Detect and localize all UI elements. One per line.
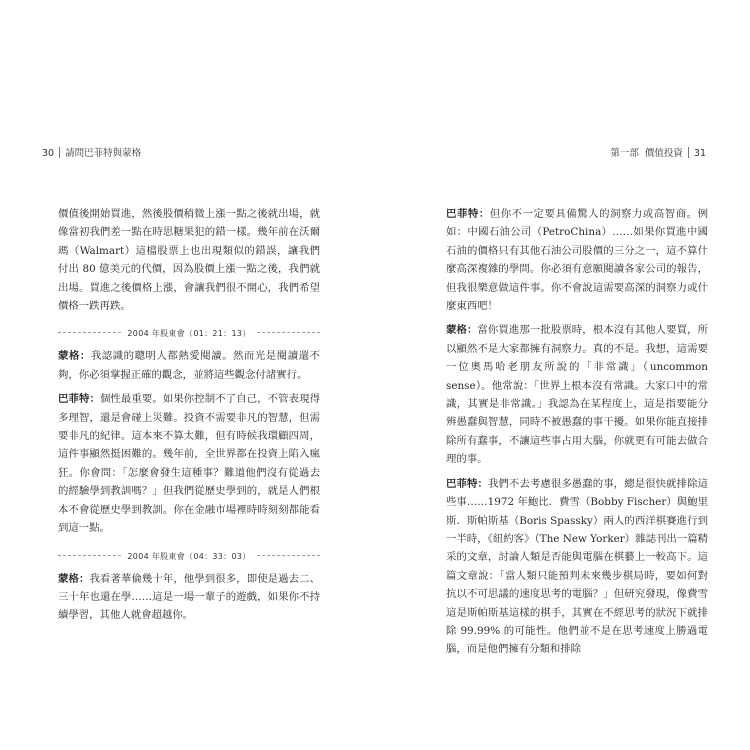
left-page-body <box>58 205 320 625</box>
right-page <box>375 0 750 750</box>
speaker-label: 巴菲特： <box>446 208 490 220</box>
section-heading-label: 2004 年股東會（04：33：03） <box>121 552 256 561</box>
left-running-header <box>42 145 141 159</box>
part-title: 價值投資 <box>644 148 683 159</box>
left-running-title: 請問巴菲特與蒙格 <box>65 148 142 159</box>
quote-text: 個性最重要。如果你控制不了自己，不管表現得多理智，還是會碰上災難。投資不需要非凡的智慧，但需要非凡的紀律。這本來不算太難，但有時候我環顧四周，這件事顯然挺困難的。幾年前，全世界都在投資上陷入瘋狂。你會問：「怎麼會發生這種事？難道他們沒有從過去的經驗學到教訓嗎？」但我們從歷史學到的，就是人們根本不會從歷史學到教訓。你在金融市場裡時時刻刻都能看到這一點。 <box>58 393 321 535</box>
quote-paragraph <box>446 205 708 315</box>
quote-text: 我看著華倫幾十年，他學到很多，即使是過去二、三十年也還在學……這是一場一輩子的遊戲，如果你不持續學習，其他人就會超越你。 <box>58 572 320 622</box>
quote-text: 但你不一定要具備驚人的洞察力或高智商。例如：中國石油公司（PetroChina）……如果你買進中國石油的價格只有其他石油公司股價的三分之一，這不算什麼高深複雜的學問。你必須有意願閱讀各家公司的報告，但我很樂意做這件事。你不會說這需要高深的洞察力或什麼東西吧！ <box>446 208 709 313</box>
speaker-label: 蒙格： <box>446 324 478 337</box>
speaker-label: 巴菲特： <box>58 393 100 406</box>
speaker-label: 蒙格： <box>58 350 91 363</box>
quote-paragraph <box>58 570 320 625</box>
quote-text: 我認識的聰明人都熱愛閱讀。然而光是閱讀還不夠，你必須掌握正確的觀念，並將這些觀念付諸實行。 <box>58 350 321 381</box>
intro-paragraph: 價值後開始買進，然後股價稍微上漲一點之後就出場，就像當初我們差一點在時思糖果犯的錯一樣。幾年前在沃爾瑪（Walmart）這檔股票上也出現類似的錯誤，讓我們付出 80 億美元的代價，因為股價上漲一點之後，我們就出場。買進之後價格上漲，會讓我們很不開心，我們希望價格一跌再跌。 <box>58 208 320 313</box>
header-divider <box>59 147 60 158</box>
quote-paragraph <box>446 475 708 659</box>
quote-paragraph <box>446 321 708 468</box>
quote-paragraph <box>58 390 320 537</box>
speaker-label: 蒙格： <box>58 572 90 585</box>
quote-text: 我們不去考慮很多愚蠢的事，總是很快就排除這些事……1972 年鮑比．費雪（Bobby Fischer）與鮑里斯．斯帕斯基（Boris Spassky）兩人的西洋棋賽進行到一半時，《紐約客》（The New Yorker）雜誌刊出一篇精采的文章，討論人類是否能與電腦在棋藝上一較高下。這篇文章說：「當人類只能預判未來幾步棋局時，要如何對抗以不可思議的速度思考的電腦？」但研究發現，像費雪這是斯帕斯基這樣的棋手，其實在不經思考的狀況下就排除 99.99% 的可能性。他們並不是在思考速度上勝過電腦，而是他們擁有分類和排除 <box>446 477 709 656</box>
right-page-number: 31 <box>693 148 706 159</box>
left-page-number: 30 <box>42 148 55 159</box>
section-heading-2004-1 <box>58 325 320 339</box>
speaker-label: 巴菲特： <box>446 477 488 490</box>
right-running-header <box>610 145 706 159</box>
right-page-body <box>446 205 708 659</box>
section-heading-label: 2004 年股東會（01：21：13） <box>121 329 256 338</box>
header-divider <box>688 147 689 158</box>
part-label: 第一部 <box>610 148 639 159</box>
quote-text: 當你買進那一批股票時，根本沒有其他人要買，所以顯然不是大家都擁有洞察力。真的不是。我想，這需要一位奧馬哈老朋友所說的「非常識」（uncommon sense）。他常說：「世界上根本沒有常識。大家口中的常識，其實是非常識。」我認為在某程度上，這是指要能分辨愚蠢與智慧，同時不被愚蠢的事干擾。如果你能直接排除所有蠢事，不讓這些事占用大腦，你就更有可能去做合理的事。 <box>446 324 708 466</box>
quote-paragraph <box>58 347 320 384</box>
section-heading-2004-2 <box>58 548 320 562</box>
